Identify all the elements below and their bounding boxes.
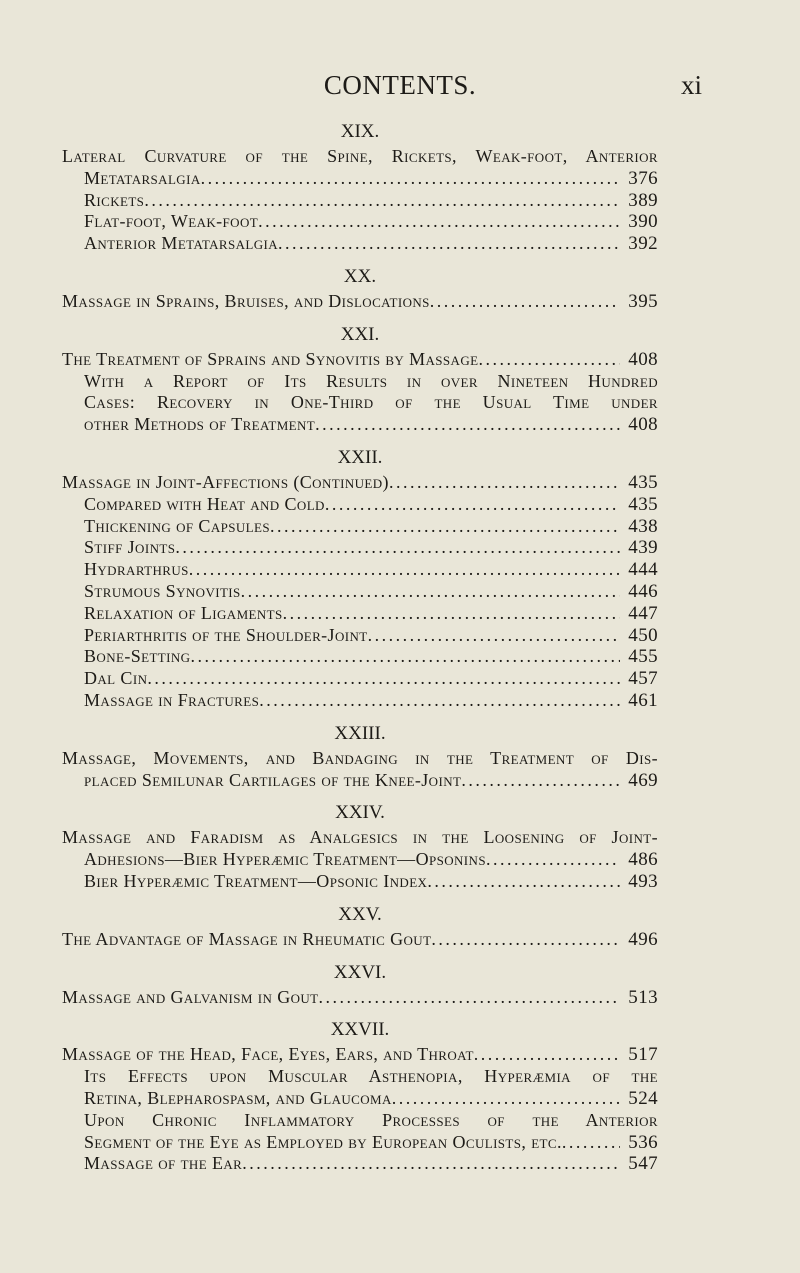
toc-entry xyxy=(62,987,658,1009)
chapter-numeral: XXII. xyxy=(337,446,383,468)
entry-page-number: 438 xyxy=(628,515,658,537)
entry-title: Metatarsalgia xyxy=(84,167,201,188)
entry-title: Massage of the Head, Face, Eyes, Ears, and Throat xyxy=(62,1044,474,1065)
dot-leader xyxy=(392,1088,620,1110)
dot-leader xyxy=(201,168,620,190)
entry-title: Massage in Joint-Affections (Continued) xyxy=(62,471,389,492)
entry-title: Bier Hyperæmic Treatment—Opsonic Index xyxy=(84,870,428,891)
entry-page-number: 444 xyxy=(628,559,658,581)
entry-page-number: 435 xyxy=(628,471,658,493)
entry-page-number: 395 xyxy=(628,290,658,312)
entry-title: Cases: Recovery in One-Third of the Usual Time under xyxy=(84,392,658,413)
toc-entry xyxy=(62,603,658,625)
dot-leader xyxy=(278,233,620,255)
toc-entry xyxy=(62,537,658,559)
entry-page-number: 547 xyxy=(628,1153,658,1175)
entry-page-number: 450 xyxy=(628,624,658,646)
toc-entry xyxy=(62,849,658,871)
dot-leader xyxy=(368,625,620,647)
chapter-section xyxy=(62,1016,658,1175)
chapter-numeral: XIX. xyxy=(340,121,380,142)
dot-leader xyxy=(175,537,620,559)
entry-page-number: 439 xyxy=(628,537,658,559)
entry-page-number: 408 xyxy=(628,414,658,436)
entry-title: Upon Chronic Inflammatory Processes of the Anterior xyxy=(84,1109,658,1130)
entry-title: Lateral Curvature of the Spine, Rickets, Weak-foot, Anterior xyxy=(62,146,658,166)
page-header xyxy=(0,70,800,110)
entry-page-number: 389 xyxy=(628,189,658,211)
entry-page-number: 455 xyxy=(628,646,658,668)
entry-title: Flat-foot, Weak-foot xyxy=(84,211,259,232)
chapter-numeral: XX. xyxy=(343,265,377,287)
dot-leader xyxy=(242,1153,620,1175)
entry-page-number: 392 xyxy=(628,233,658,255)
entry-title: Strumous Synovitis xyxy=(84,580,241,601)
entry-title: Stiff Joints xyxy=(84,537,176,558)
chapter-numeral: XXIV. xyxy=(335,802,385,824)
toc-entry xyxy=(62,625,658,647)
dot-leader xyxy=(486,849,620,871)
entry-title: The Treatment of Sprains and Synovitis by Massage xyxy=(62,348,479,369)
toc-entry xyxy=(62,770,658,792)
entry-page-number: 461 xyxy=(628,689,658,711)
toc-entry xyxy=(62,871,658,893)
entry-page-number: 496 xyxy=(628,928,658,950)
entry-title: Massage in Sprains, Bruises, and Dislocations xyxy=(62,290,430,311)
entry-page-number: 390 xyxy=(628,211,658,233)
dot-leader xyxy=(474,1044,620,1066)
dot-leader xyxy=(325,494,620,516)
toc-entry xyxy=(62,559,658,581)
dot-leader xyxy=(189,559,620,581)
dot-leader xyxy=(147,668,620,690)
toc-entry xyxy=(62,291,658,313)
dot-leader xyxy=(562,1132,620,1154)
toc-entry xyxy=(62,414,658,436)
entry-title: With a Report of Its Results in over Nineteen Hundred xyxy=(84,370,658,391)
toc-entry-line xyxy=(62,371,658,393)
entry-title: Thickening of Capsules xyxy=(84,515,270,536)
chapter-numeral: XXVII. xyxy=(330,1019,390,1041)
toc-entry-line xyxy=(62,827,658,849)
dot-leader xyxy=(283,603,620,625)
entry-title: Periarthritis of the Shoulder-Joint xyxy=(84,624,368,645)
dot-leader xyxy=(461,770,620,792)
chapter-numeral: XXVI. xyxy=(333,961,387,983)
dot-leader xyxy=(258,211,620,233)
entry-title: Relaxation of Ligaments xyxy=(84,602,283,623)
chapter-section xyxy=(62,263,658,313)
dot-leader xyxy=(241,581,620,603)
dot-leader xyxy=(270,516,620,538)
dot-leader xyxy=(144,190,620,212)
toc-entry-line xyxy=(62,392,658,414)
entry-title: Bone-Setting xyxy=(84,646,191,667)
toc-entry xyxy=(62,211,658,233)
entry-page-number: 517 xyxy=(628,1044,658,1066)
entry-title: Its Effects upon Muscular Asthenopia, Hyperæmia of the xyxy=(84,1066,658,1087)
toc-entry-line xyxy=(62,748,658,770)
toc-entry-line xyxy=(62,1066,658,1088)
entry-page-number: 457 xyxy=(628,668,658,690)
entry-page-number: 513 xyxy=(628,986,658,1008)
toc-entry xyxy=(62,1044,658,1066)
entry-title: Anterior Metatarsalgia xyxy=(84,233,279,254)
toc-entry xyxy=(62,1132,658,1154)
dot-leader xyxy=(259,690,620,712)
chapter-section xyxy=(62,444,658,712)
dot-leader xyxy=(427,871,620,893)
toc-entry xyxy=(62,929,658,951)
chapter-numeral: XXI. xyxy=(340,323,380,345)
table-of-contents xyxy=(62,110,658,1175)
running-title: CONTENTS. xyxy=(323,70,477,100)
dot-leader xyxy=(430,291,620,313)
page-number: xi xyxy=(680,70,702,100)
dot-leader xyxy=(319,987,620,1009)
toc-entry xyxy=(62,516,658,538)
entry-page-number: 536 xyxy=(628,1131,658,1153)
chapter-section xyxy=(62,799,658,892)
dot-leader xyxy=(431,929,620,951)
entry-title: Adhesions—Bier Hyperæmic Treatment—Opsonins xyxy=(84,849,486,870)
entry-page-number: 447 xyxy=(628,602,658,624)
entry-page-number: 524 xyxy=(628,1087,658,1109)
toc-entry xyxy=(62,494,658,516)
chapter-section xyxy=(62,959,658,1009)
entry-title: Segment of the Eye as Employed by European Oculists, etc. xyxy=(84,1131,562,1152)
entry-page-number: 469 xyxy=(628,769,658,791)
toc-entry xyxy=(62,349,658,371)
entry-title: Massage of the Ear xyxy=(84,1153,243,1174)
dot-leader xyxy=(315,414,620,436)
chapter-numeral: XXV. xyxy=(338,903,382,925)
entry-page-number: 493 xyxy=(628,870,658,892)
entry-title: Massage and Galvanism in Gout xyxy=(62,986,319,1007)
toc-entry-line xyxy=(62,1110,658,1132)
toc-entry xyxy=(62,168,658,190)
chapter-section xyxy=(62,321,658,436)
toc-entry xyxy=(62,1153,658,1175)
toc-entry xyxy=(62,690,658,712)
entry-page-number: 446 xyxy=(628,580,658,602)
entry-title: The Advantage of Massage in Rheumatic Gout xyxy=(62,928,432,949)
chapter-numeral: XXIII. xyxy=(334,722,386,744)
toc-entry xyxy=(62,581,658,603)
dot-leader xyxy=(190,646,620,668)
toc-entry xyxy=(62,668,658,690)
entry-title: other Methods of Treatment xyxy=(84,414,316,435)
entry-page-number: 408 xyxy=(628,348,658,370)
entry-title: Compared with Heat and Cold xyxy=(84,493,325,514)
toc-entry xyxy=(62,472,658,494)
dot-leader xyxy=(389,472,620,494)
toc-entry xyxy=(62,646,658,668)
toc-entry xyxy=(62,233,658,255)
toc-entry-line xyxy=(62,146,658,168)
entry-title: Rickets xyxy=(84,189,145,210)
entry-title: placed Semilunar Cartilages of the Knee-Joint xyxy=(84,769,462,790)
toc-entry xyxy=(62,1088,658,1110)
entry-title: Hydrarthrus xyxy=(84,559,189,580)
entry-title: Massage in Fractures xyxy=(84,689,260,710)
entry-title: Retina, Blepharospasm, and Glaucoma xyxy=(84,1087,392,1108)
dot-leader xyxy=(478,349,620,371)
entry-page-number: 435 xyxy=(628,493,658,515)
chapter-section xyxy=(62,901,658,951)
toc-entry xyxy=(62,190,658,212)
chapter-section xyxy=(62,720,658,792)
entry-page-number: 486 xyxy=(628,849,658,871)
entry-title: Dal Cin xyxy=(84,668,148,689)
entry-title: Massage, Movements, and Bandaging in the Treatment of Dis- xyxy=(62,747,658,768)
chapter-section xyxy=(62,118,658,255)
entry-title: Massage and Faradism as Analgesics in the Loosening of Joint- xyxy=(62,827,658,848)
entry-page-number: 376 xyxy=(628,167,658,189)
